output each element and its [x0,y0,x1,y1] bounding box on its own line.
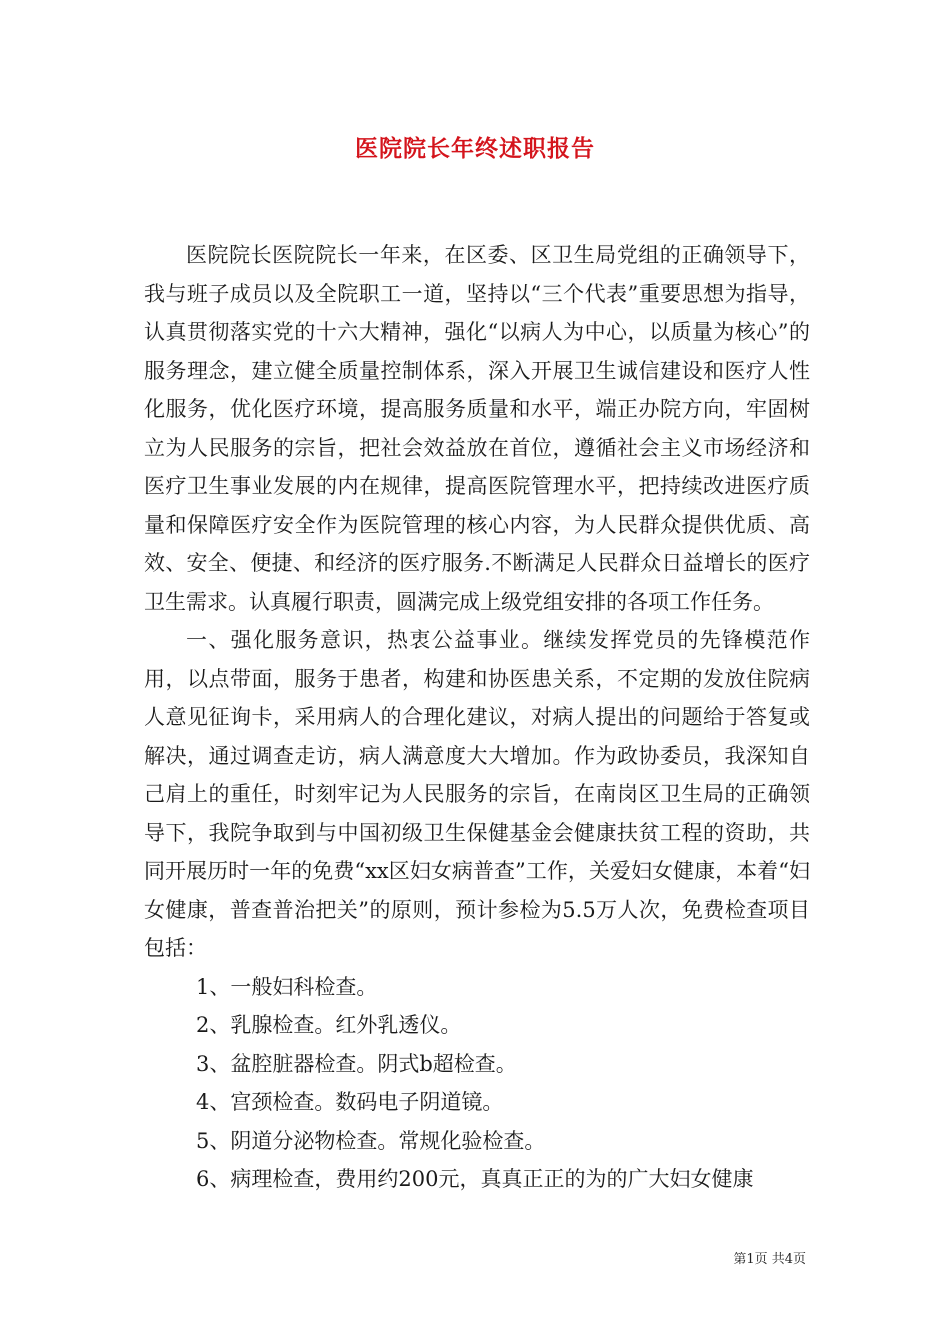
list-item: 5、阴道分泌物检查。常规化验检查。 [196,1128,546,1153]
list-item: 2、乳腺检查。红外乳透仪。 [196,1013,462,1037]
list-item: 4、宫颈检查。数码电子阴道镜。 [196,1090,504,1114]
paragraph-section-one: 一、强化服务意识，热衷公益事业。继续发挥党员的先锋模范作用，以点带面，服务于患者，构建和协医患关系，不定期的发放住院病人意见征询卡，采用病人的合理化建议，对病人提出的问题给于答复或解决，通过调查走访，病人满意度大大增加。作为政协委员，我深知自己肩上的重任，时刻牢记为人民服务的宗旨，在南岗区卫生局的正确领导下，我院争取到与中国初级卫生保健基金会健康扶贫工程的资助，共同开展历时一年的免费“xx区妇女病普查”工作，关爱妇女健康，本着“妇女健康，普查普治把关”的原则，预计参检为5.5万人次，免费检查项目包括： [144,628,810,960]
document-title: 医院院长年终述职报告 [355,135,595,162]
list-item: 6、病理检查，费用约200元，真真正正的为的广大妇女健康 [196,1167,754,1191]
document-body [144,236,810,1199]
paragraph-intro: 医院院长医院院长一年来，在区委、区卫生局党组的正确领导下，我与班子成员以及全院职工一道，坚持以“三个代表”重要思想为指导，认真贯彻落实党的十六大精神，强化“以病人为中心，以质量为核心”的服务理念，建立健全质量控制体系，深入开展卫生诚信建设和医疗人性化服务，优化医疗环境，提高服务质量和水平，端正办院方向，牢固树立为人民服务的宗旨，把社会效益放在首位，遵循社会主义市场经济和医疗卫生事业发展的内在规律，提高医院管理水平，把持续改进医疗质量和保障医疗安全作为医院管理的核心内容，为人民群众提供优质、高效、安全、便捷、和经济的医疗服务.不断满足人民群众日益增长的医疗卫生需求。认真履行职责，圆满完成上级党组安排的各项工作任务。 [144,243,810,614]
page-indicator: 第1页 共4页 [733,1252,806,1267]
list-item: 3、盆腔脏器检查。阴式b超检查。 [196,1051,517,1076]
list-item: 1、一般妇科检查。 [196,974,378,999]
